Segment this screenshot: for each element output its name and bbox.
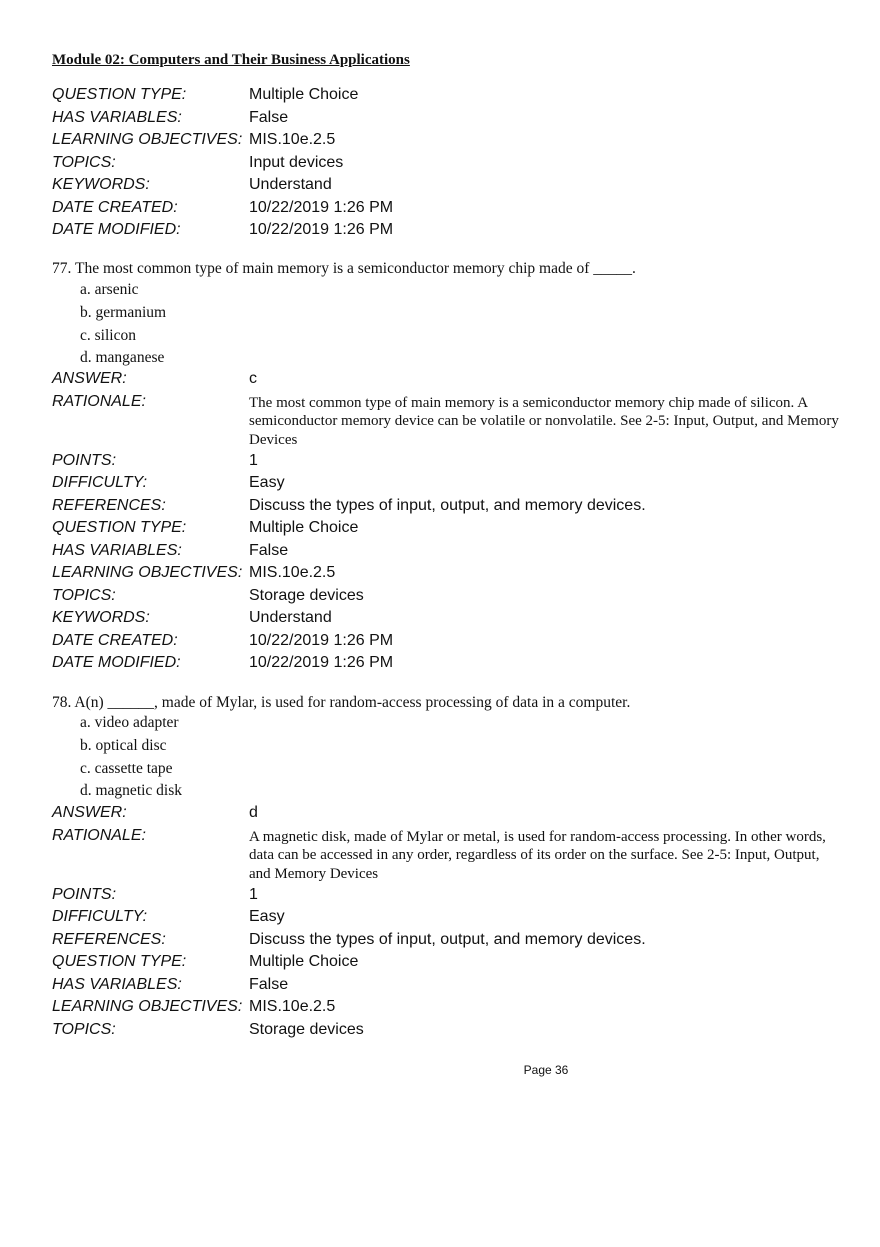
option-a: a. video adapter [80,714,179,731]
meta-key: LEARNING OBJECTIVES: [52,131,243,148]
meta-value: False [249,975,289,993]
meta-row [52,908,842,931]
meta-key: DIFFICULTY: [52,474,148,491]
meta-row [52,609,842,632]
page-number: Page 36 [523,1063,569,1077]
option-c: c. cassette tape [80,759,173,777]
meta-row [52,542,842,565]
meta-row [52,519,842,542]
option-b: b. germanium [80,303,167,321]
meta-key: REFERENCES: [52,930,166,948]
meta-row [52,474,842,497]
meta-value: 10/22/2019 1:26 PM [249,198,394,216]
meta-value: Easy [249,908,285,925]
meta-key: POINTS: [52,885,117,903]
meta-row [52,221,842,244]
meta-value: 1 [249,885,258,903]
meta-value: 1 [249,451,258,469]
answer-row [52,370,842,393]
meta-row [52,1021,842,1044]
answer-value: d [249,804,258,821]
meta-row [52,109,842,132]
meta-key: DATE CREATED: [52,198,178,216]
meta-row [52,654,842,677]
meta-value: Multiple Choice [249,86,359,103]
rationale-row [52,827,842,886]
rationale-key: RATIONALE: [52,826,146,844]
meta-key: DIFFICULTY: [52,908,148,925]
meta-key: KEYWORDS: [52,176,150,193]
meta-value: Understand [249,176,332,193]
meta-key: KEYWORDS: [52,609,150,626]
question-77-metadata [52,370,842,677]
meta-row [52,452,842,475]
meta-key: QUESTION TYPE: [52,953,187,970]
meta-value: 10/22/2019 1:26 PM [249,631,394,649]
meta-value: MIS.10e.2.5 [249,998,336,1015]
meta-value: Input devices [249,153,344,171]
meta-row [52,976,842,999]
meta-key: HAS VARIABLES: [52,541,182,559]
meta-key: POINTS: [52,451,117,469]
meta-row [52,86,842,109]
meta-value: MIS.10e.2.5 [249,131,336,148]
meta-key: DATE MODIFIED: [52,221,181,238]
meta-key: DATE MODIFIED: [52,654,181,671]
meta-value: False [249,108,289,126]
meta-value: Multiple Choice [249,953,359,970]
rationale-text: The most common type of main memory is a semiconductor memory chip made of silicon. A semiconductor memory device can be volatile or nonvolatile. See 2-5: Input, Output, and Memory Devices [249,394,839,448]
meta-value: Discuss the types of input, output, and memory devices. [249,496,646,514]
module-title: Module 02: Computers and Their Business Applications [52,52,410,68]
meta-value: MIS.10e.2.5 [249,564,336,581]
meta-row [52,199,842,222]
rationale-text: A magnetic disk, made of Mylar or metal, is used for random-access processing. In other words, data can be accessed in any order, regardless of its order on the surface. See 2-5: Input, Output, and Memory Devices [249,828,826,882]
question-77-text: 77. The most common type of main memory is a semiconductor memory chip made of _____. [52,260,636,277]
meta-key: TOPICS: [52,1020,116,1038]
question-77-options [80,281,166,372]
metadata-block-top [52,86,842,244]
option-d: d. magnetic disk [80,782,183,800]
meta-row [52,886,842,909]
question-78-text: 78. A(n) ______, made of Mylar, is used for random-access processing of data in a computer. [52,694,631,711]
meta-key: DATE CREATED: [52,631,178,649]
meta-key: HAS VARIABLES: [52,975,182,993]
meta-row [52,131,842,154]
meta-row [52,176,842,199]
meta-row [52,998,842,1021]
meta-key: LEARNING OBJECTIVES: [52,998,243,1015]
option-b: b. optical disc [80,736,167,754]
question-78-options [80,714,182,805]
meta-value: Storage devices [249,1020,364,1038]
meta-key: HAS VARIABLES: [52,108,182,126]
meta-row [52,953,842,976]
option-d: d. manganese [80,349,165,367]
meta-value: Understand [249,609,332,626]
meta-value: 10/22/2019 1:26 PM [249,654,394,671]
question-78-metadata [52,804,842,1043]
meta-key: TOPICS: [52,586,116,604]
option-c: c. silicon [80,326,136,344]
meta-key: TOPICS: [52,153,116,171]
meta-value: Easy [249,474,285,491]
meta-row [52,154,842,177]
rationale-row [52,393,842,452]
meta-value: 10/22/2019 1:26 PM [249,221,394,238]
option-a: a. arsenic [80,281,139,298]
answer-value: c [249,370,257,387]
meta-value: Multiple Choice [249,519,359,536]
meta-value: Storage devices [249,586,364,604]
answer-row [52,804,842,827]
meta-key: QUESTION TYPE: [52,86,187,103]
answer-key: ANSWER: [52,804,127,821]
meta-row [52,587,842,610]
meta-key: LEARNING OBJECTIVES: [52,564,243,581]
meta-value: False [249,541,289,559]
meta-row [52,632,842,655]
meta-row [52,564,842,587]
rationale-key: RATIONALE: [52,392,146,410]
meta-key: QUESTION TYPE: [52,519,187,536]
answer-key: ANSWER: [52,370,127,387]
meta-key: REFERENCES: [52,496,166,514]
meta-value: Discuss the types of input, output, and memory devices. [249,930,646,948]
meta-row [52,931,842,954]
meta-row [52,497,842,520]
